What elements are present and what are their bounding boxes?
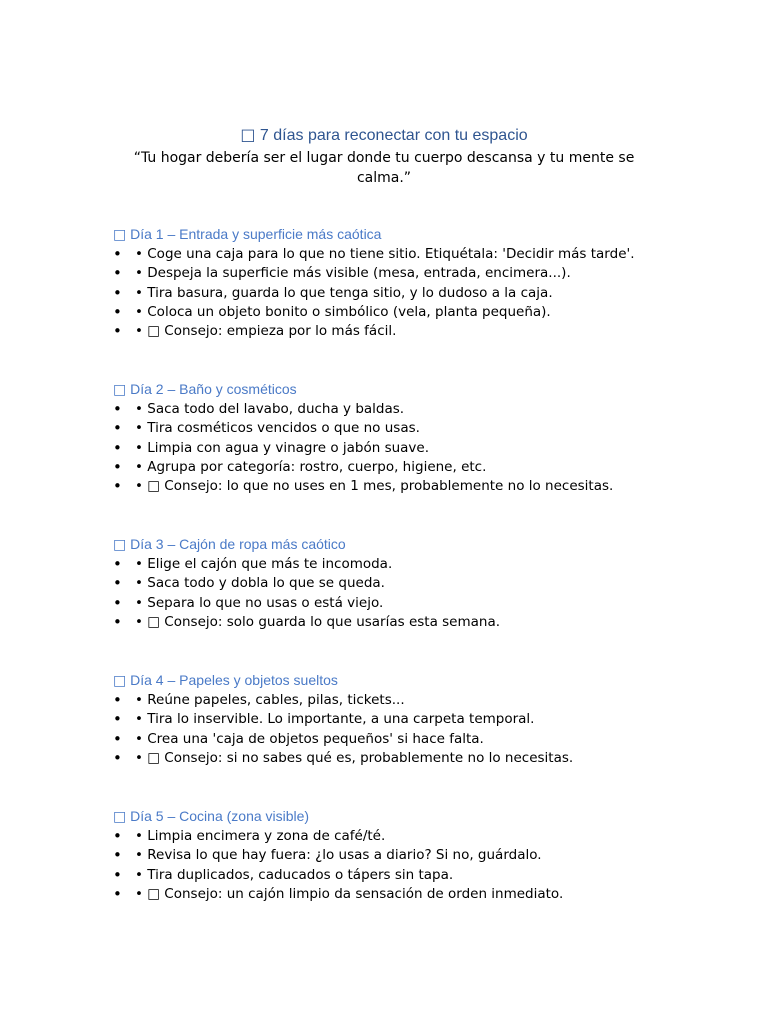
list-item (113, 458, 733, 477)
list-item-text: • □ Consejo: solo guarda lo que usarías esta semana. (135, 613, 501, 630)
list-item-text: • Agrupa por categoría: rostro, cuerpo, higiene, etc. (135, 458, 487, 475)
list-bullet: • (113, 593, 122, 612)
list-bullet: • (113, 710, 122, 729)
day-heading-text: Día 4 – Papeles y objetos sueltos (130, 672, 338, 688)
list-item-text: • Limpia encimera y zona de café/té. (135, 828, 386, 844)
list-item (113, 885, 733, 904)
title-placeholder-icon: □ (240, 125, 256, 144)
list-item-text: • Tira cosméticos vencidos o que no usas. (135, 420, 420, 437)
list-item (113, 555, 733, 574)
day-section-4 (113, 669, 733, 768)
day-heading-text: Día 2 – Baño y cosméticos (130, 381, 297, 397)
day-section-3 (113, 533, 733, 632)
list-item (113, 866, 733, 885)
list-item-text: • Coloca un objeto bonito o simbólico (vela, planta pequeña). (135, 303, 551, 320)
list-item-text: • Tira basura, guarda lo que tenga sitio, y lo dudoso a la caja. (135, 284, 553, 301)
day-heading-text: Día 1 – Entrada y superficie más caótica (130, 226, 382, 242)
list-bullet: • (113, 574, 122, 593)
list-bullet: • (113, 245, 122, 263)
list-item (113, 477, 733, 496)
list-bullet: • (113, 477, 122, 496)
list-item (113, 322, 733, 341)
list-bullet: • (113, 884, 122, 903)
list-bullet: • (113, 865, 122, 884)
day-item-list (113, 827, 733, 904)
list-item (113, 749, 733, 768)
list-bullet: • (113, 283, 122, 302)
list-item (113, 284, 733, 303)
list-bullet: • (113, 419, 122, 438)
list-item (113, 827, 733, 846)
list-item-text: • Revisa lo que hay fuera: ¿lo usas a diario? Si no, guárdalo. (135, 847, 542, 864)
list-bullet: • (113, 748, 122, 767)
list-item (113, 303, 733, 322)
day-section-2 (113, 378, 733, 496)
list-item-text: • Reúne papeles, cables, pilas, tickets... (135, 692, 405, 708)
list-item-text: • □ Consejo: si no sabes qué es, probablemente no lo necesitas. (135, 749, 574, 766)
list-bullet: • (113, 457, 122, 476)
day-placeholder-icon: □ (113, 809, 127, 825)
list-bullet: • (113, 264, 122, 283)
list-item (113, 710, 733, 729)
list-item-text: • □ Consejo: empieza por lo más fácil. (135, 323, 397, 340)
document-title (0, 124, 768, 147)
list-bullet: • (113, 846, 122, 865)
list-item-text: • □ Consejo: un cajón limpio da sensación de orden inmediato. (135, 885, 564, 902)
list-item (113, 594, 733, 613)
day-heading-text: Día 5 – Cocina (zona visible) (130, 808, 310, 824)
list-item (113, 730, 733, 749)
day-item-list (113, 245, 733, 341)
list-item-text: • Tira lo inservible. Lo importante, a una carpeta temporal. (135, 711, 535, 728)
list-item (113, 400, 733, 419)
list-item (113, 613, 733, 632)
list-item-text: • Saca todo y dobla lo que se queda. (135, 575, 385, 592)
list-bullet: • (113, 729, 122, 748)
day-heading (113, 805, 733, 827)
list-bullet: • (113, 400, 122, 418)
list-bullet: • (113, 555, 122, 573)
list-item-text: • Crea una 'caja de objetos pequeños' si hace falta. (135, 730, 484, 747)
list-item (113, 245, 733, 264)
list-bullet: • (113, 322, 122, 341)
list-bullet: • (113, 827, 122, 845)
day-section-5 (113, 805, 733, 904)
list-bullet: • (113, 691, 122, 709)
day-item-list (113, 400, 733, 496)
list-item-text: • Separa lo que no usas o está viejo. (135, 594, 384, 611)
list-bullet: • (113, 302, 122, 321)
day-heading (113, 223, 733, 245)
day-heading (113, 533, 733, 555)
day-placeholder-icon: □ (113, 537, 127, 553)
document-subtitle: “Tu hogar debería ser el lugar donde tu cuerpo descansa y tu mente se calma.” (133, 150, 635, 186)
list-item (113, 691, 733, 710)
day-heading (113, 378, 733, 400)
list-item (113, 846, 733, 865)
day-placeholder-icon: □ (113, 227, 127, 243)
list-item-text: • Limpia con agua y vinagre o jabón suave. (135, 439, 430, 456)
list-item-text: • Coge una caja para lo que no tiene sitio. Etiquétala: 'Decidir más tarde'. (135, 246, 635, 262)
day-item-list (113, 691, 733, 768)
day-item-list (113, 555, 733, 632)
list-item-text: • Elige el cajón que más te incomoda. (135, 556, 393, 572)
list-item-text: • □ Consejo: lo que no uses en 1 mes, probablemente no lo necesitas. (135, 478, 614, 495)
list-item-text: • Tira duplicados, caducados o tápers sin tapa. (135, 866, 454, 883)
day-heading-text: Día 3 – Cajón de ropa más caótico (130, 536, 346, 552)
day-section-1 (113, 223, 733, 341)
list-item-text: • Despeja la superficie más visible (mesa, entrada, encimera...). (135, 265, 571, 282)
list-bullet: • (113, 612, 122, 631)
list-item (113, 264, 733, 283)
list-item (113, 419, 733, 438)
day-heading (113, 669, 733, 691)
list-item (113, 439, 733, 458)
document-title-text: 7 días para reconectar con tu espacio (259, 127, 528, 144)
list-bullet: • (113, 438, 122, 457)
list-item-text: • Saca todo del lavabo, ducha y baldas. (135, 401, 405, 417)
day-placeholder-icon: □ (113, 382, 127, 398)
day-placeholder-icon: □ (113, 673, 127, 689)
list-item (113, 574, 733, 593)
